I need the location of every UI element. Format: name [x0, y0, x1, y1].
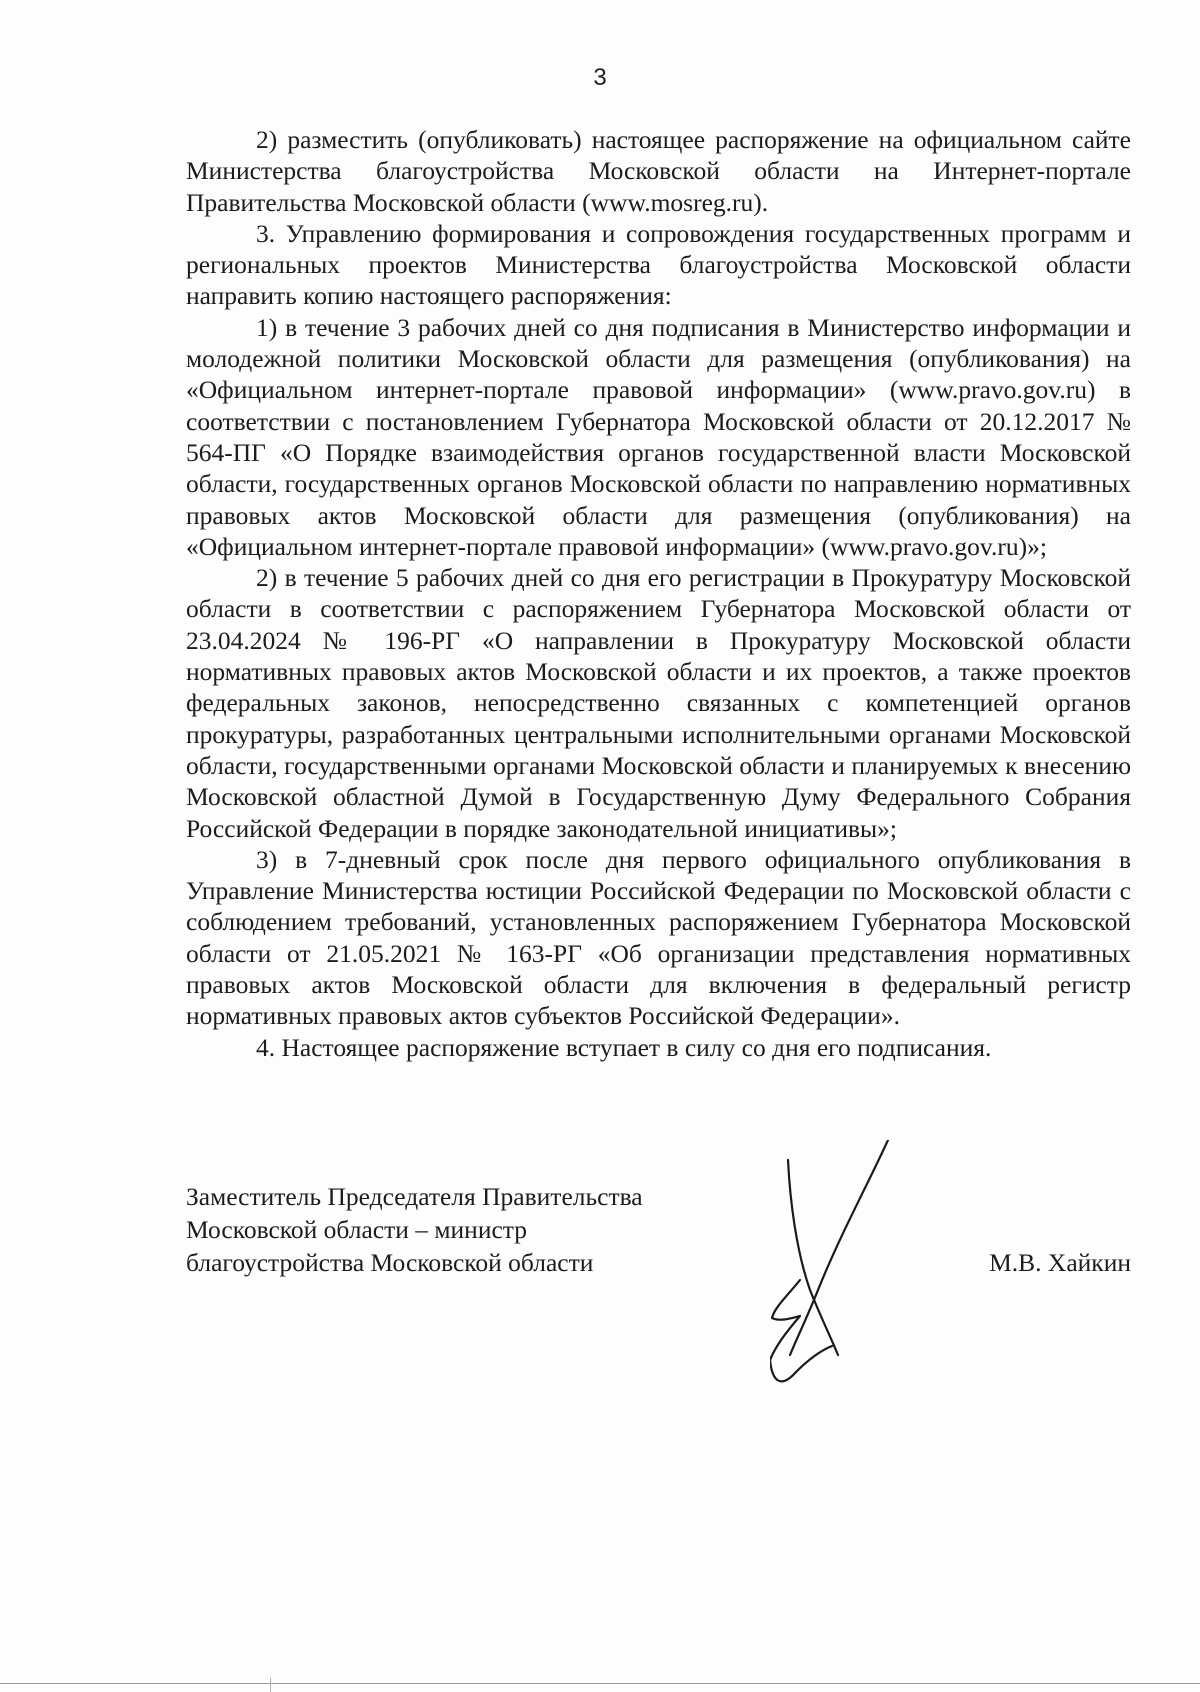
- document-body: [186, 124, 1131, 1063]
- paragraph-item-4: 4. Настоящее распоряжение вступает в силу со дня его подписания.: [256, 1032, 992, 1062]
- signer-name: М.В. Хайкин: [989, 1248, 1131, 1277]
- signer-title-line: Московской области – министр: [186, 1215, 528, 1244]
- handwritten-signature: [770, 1140, 950, 1400]
- scan-mark: [270, 1678, 271, 1692]
- paragraph-item-3: 3. Управлению формирования и сопровождения государственных программ и региональных проектов Министерства благоустройства Московской области направить копию настоящего распоряжения:: [186, 218, 1131, 311]
- paragraph-subitem-2: 2) в течение 5 рабочих дней со дня его регистрации в Прокуратуру Московской области в соответствии с распоряжением Губернатора Московской области от 23.04.2024 № 196-РГ «О направлении в Прокуратуру Московской области нормативных правовых актов Московской области и их проектов, а также проектов федеральных законов, непосредственно связанных с компетенцией органов прокуратуры, разработанных центральными исполнительными органами Московской области, государственными органами Московской области и планируемых к внесению Московской областной Думой в Государственную Думу Федерального Собрания Российской Федерации в порядке законодательной инициативы»;: [186, 563, 1131, 843]
- scan-bottom-edge: [0, 1683, 1200, 1684]
- signer-title: [186, 1180, 643, 1279]
- paragraph-subitem-3: 3) в 7-дневный срок после дня первого официального опубликования в Управление Министерства юстиции Российской Федерации по Московской области с соблюдением требований, установленных распоряжением Губернатора Московской области от 21.05.2021 № 163-РГ «Об организации представления нормативных правовых актов Московской области для включения в федеральный регистр нормативных правовых актов субъектов Российской Федерации».: [186, 844, 1131, 1031]
- page-number: 3: [593, 64, 607, 91]
- paragraph-subitem-1: 1) в течение 3 рабочих дней со дня подписания в Министерство информации и молодежной политики Московской области для размещения (опубликования) на «Официальном интернет-портале правовой информации» (www.pravo.gov.ru) в соответствии с постановлением Губернатора Московской области от 20.12.2017 № 564-ПГ «О Порядке взаимодействия органов государственной власти Московской области, государственных органов Московской области по направлению нормативных правовых актов Московской области для размещения (опубликования) на «Официальном интернет-портале правовой информации» (www.pravo.gov.ru)»;: [186, 312, 1131, 561]
- paragraph-publish-site: 2) разместить (опубликовать) настоящее распоряжение на официальном сайте Министерства благоустройства Московской области на Интернет-портале Правительства Московской области (www.mosreg.ru).: [186, 125, 1131, 217]
- signer-title-line: благоустройства Московской области: [186, 1248, 594, 1277]
- signer-title-line: Заместитель Председателя Правительства: [186, 1182, 643, 1211]
